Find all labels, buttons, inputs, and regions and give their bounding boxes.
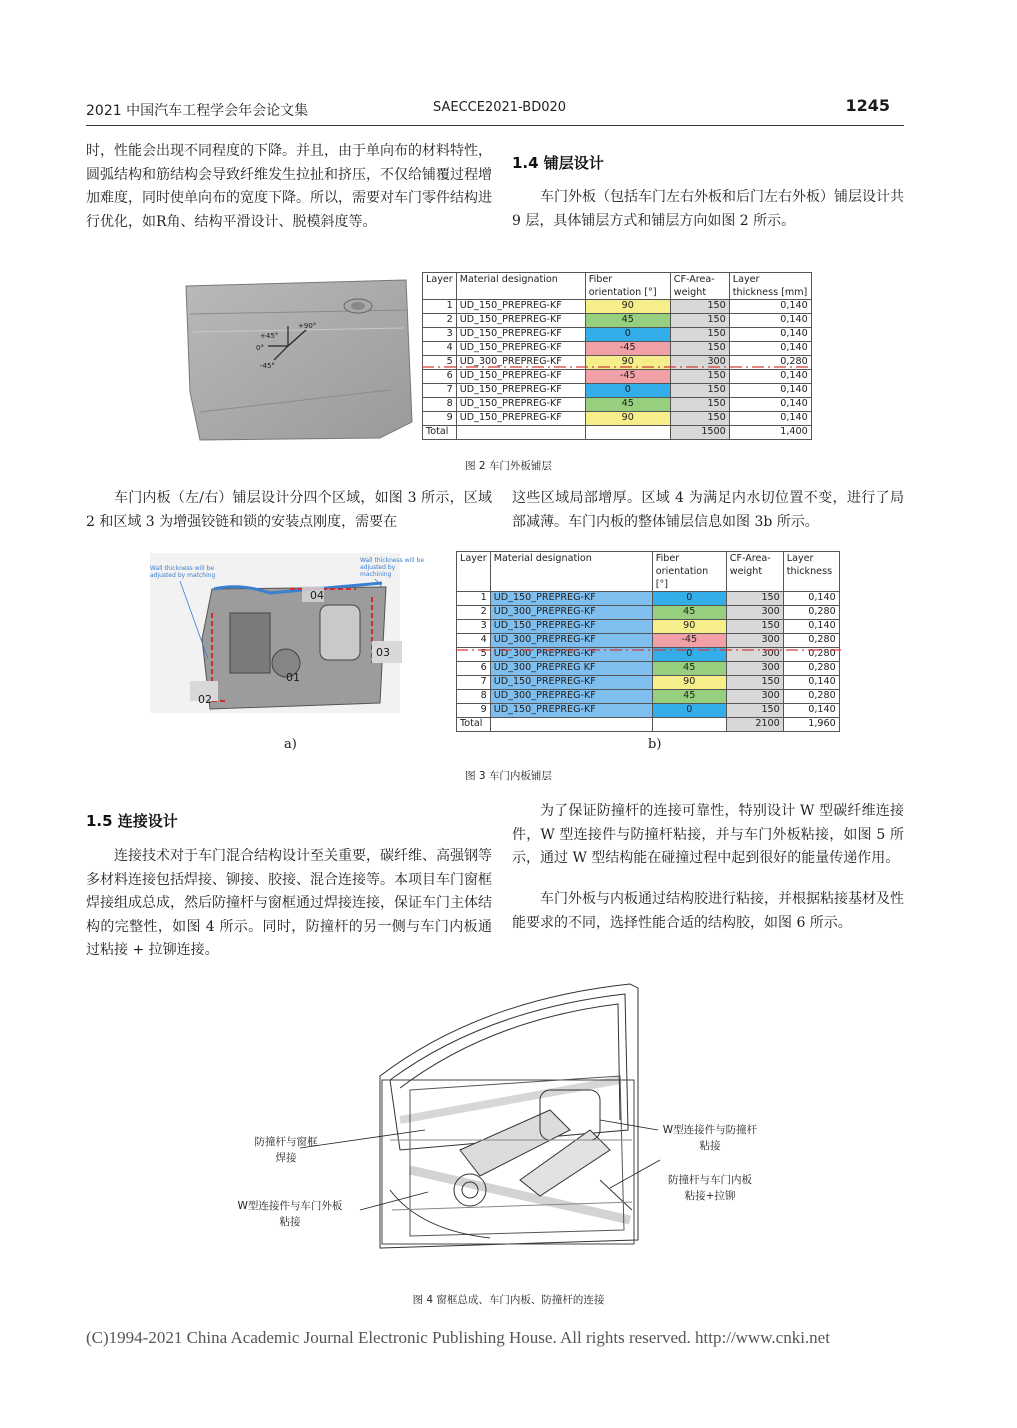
door-assembly-drawing <box>237 980 780 1276</box>
material-cell: UD_150_PREPREG-KF <box>456 314 585 328</box>
fig4-label-inner-line1: 防撞杆与车门内板 <box>668 1174 752 1186</box>
col-thickness: Layer thickness [mm] <box>729 273 811 300</box>
region-label-02: 02 <box>198 693 212 706</box>
region-label-03: 03 <box>376 646 390 659</box>
weight-cell: 150 <box>726 676 783 690</box>
fig3-sub-a: a) <box>284 737 297 752</box>
layer-cell: 9 <box>457 704 491 718</box>
material-cell: UD_300_PREPREG-KF <box>490 690 652 704</box>
orientation-cell: 0 <box>652 648 726 662</box>
fig2-caption: 图 2 车门外板铺层 <box>465 460 552 472</box>
orientation-cell: -45 <box>585 370 670 384</box>
total-weight: 1500 <box>670 426 729 440</box>
thickness-cell: 0,280 <box>783 606 839 620</box>
thickness-cell: 0,140 <box>783 620 839 634</box>
table-row <box>423 314 812 328</box>
right-paragraph-1: 为了保证防撞杆的连接可靠性，特别设计 W 型碳纤维连接件，W 型连接件与防撞杆粘接，并与车门外板粘接，如图 5 所示，通过 W 型结构能在碰撞过程中起到很好的能量传递作用。 <box>512 803 904 866</box>
thickness-cell: 0,140 <box>783 704 839 718</box>
region-label-04: 04 <box>310 589 324 602</box>
thickness-cell: 0,140 <box>783 676 839 690</box>
weight-cell: 150 <box>670 300 729 314</box>
inner-panel-layup-table <box>456 551 840 732</box>
col-orientation: Fiber orientation [°] <box>585 273 670 300</box>
total-empty-material <box>456 426 585 440</box>
table-row <box>457 606 840 620</box>
wall-thickness-note-left: Wall thickness will be adjusted by matching <box>150 565 216 579</box>
section-1-4-title: 1.4 铺层设计 <box>512 154 604 172</box>
table-total-row <box>457 718 840 732</box>
layer-cell: 4 <box>423 342 457 356</box>
orientation-cell: 0 <box>652 704 726 718</box>
fig4-label-inner <box>650 1172 770 1204</box>
orientation-cell: 90 <box>652 620 726 634</box>
thickness-cell: 0,280 <box>729 356 811 370</box>
table-row <box>423 398 812 412</box>
table-row <box>457 634 840 648</box>
weight-cell: 150 <box>670 328 729 342</box>
material-cell: UD_150_PREPREG-KF <box>490 704 652 718</box>
layer-cell: 3 <box>423 328 457 342</box>
fig2-table-wrap <box>422 272 812 440</box>
table-row <box>457 662 840 676</box>
section-1-5-text: 连接技术对于车门混合结构设计至关重要，碳纤维、高强钢等多材料连接包括焊接、铆接、胶接、混合连接等。本项目车门窗框焊接组成总成，然后防撞杆与窗框通过焊接连接，保证车门主体结构的完整性，如图 4 所示。同时，防撞杆的另一侧与车门内板通过粘接 + 拉铆连接。 <box>86 848 492 958</box>
fig4-label-w-bar-line2: 粘接 <box>699 1140 721 1152</box>
thickness-cell: 0,280 <box>783 662 839 676</box>
col-material: Material designation <box>456 273 585 300</box>
weight-cell: 150 <box>726 620 783 634</box>
material-cell: UD_150_PREPREG-KF <box>456 342 585 356</box>
weight-cell: 300 <box>726 634 783 648</box>
weight-cell: 300 <box>726 690 783 704</box>
material-cell: UD_150_PREPREG-KF <box>456 412 585 426</box>
table-total-row <box>423 426 812 440</box>
left-top-paragraph: 时，性能会出现不同程度的下降。并且，由于单向布的材料特性，圆弧结构和筋结构会导致纤维发生拉扯和挤压，不仅给铺覆过程增加难度，同时使单向布的宽度下降。所以，需要对车门零件结构进行优化，如R角、结构平滑设计、脱模斜度等。 <box>86 143 492 230</box>
orientation-cell: -45 <box>585 342 670 356</box>
fig3-sub-b: b) <box>648 737 662 752</box>
orientation-cell: 90 <box>585 356 670 370</box>
fig4-label-w-outer-line1: W型连接件与车门外板 <box>237 1200 343 1212</box>
angle-label-plus45: +45° <box>260 332 279 340</box>
weight-cell: 300 <box>726 662 783 676</box>
layer-cell: 5 <box>423 356 457 370</box>
paper-code: SAECCE2021-BD020 <box>433 100 567 115</box>
material-cell: UD_150_PREPREG-KF <box>456 370 585 384</box>
table-row <box>423 342 812 356</box>
material-cell: UD_150_PREPREG-KF <box>456 384 585 398</box>
mid-plane-dash-line <box>422 365 812 369</box>
orientation-cell: 45 <box>585 314 670 328</box>
weight-cell: 150 <box>670 384 729 398</box>
material-cell: UD_150_PREPREG-KF <box>456 300 585 314</box>
material-cell: UD_150_PREPREG-KF <box>490 676 652 690</box>
orientation-cell: -45 <box>652 634 726 648</box>
fig4-label-w-bar <box>650 1122 770 1154</box>
outer-panel-layup-table <box>422 272 812 440</box>
fig3-caption: 图 3 车门内板铺层 <box>465 770 552 782</box>
orientation-cell: 90 <box>652 676 726 690</box>
weight-cell: 300 <box>726 648 783 662</box>
thickness-cell: 0,140 <box>729 328 811 342</box>
layer-cell: 1 <box>423 300 457 314</box>
total-empty-orientation <box>585 426 670 440</box>
fig4-label-w-outer-line2: 粘接 <box>279 1216 301 1228</box>
layer-cell: 4 <box>457 634 491 648</box>
material-cell: UD_300_PREPREG-KF <box>490 634 652 648</box>
thickness-cell: 0,140 <box>729 342 811 356</box>
weight-cell: 150 <box>670 314 729 328</box>
layer-cell: 9 <box>423 412 457 426</box>
layer-cell: 2 <box>423 314 457 328</box>
weight-cell: 150 <box>726 704 783 718</box>
material-cell: UD_300_PREPREG-KF <box>490 606 652 620</box>
col-thickness: Layer thickness <box>783 552 839 592</box>
material-cell: UD_150_PREPREG-KF <box>456 328 585 342</box>
layer-cell: 1 <box>457 592 491 606</box>
material-cell: UD_150_PREPREG-KF <box>456 398 585 412</box>
weight-cell: 150 <box>670 370 729 384</box>
table-row <box>423 384 812 398</box>
table-row <box>423 300 812 314</box>
layer-cell: 2 <box>457 606 491 620</box>
thickness-cell: 0,280 <box>783 690 839 704</box>
fig4-caption: 图 4 窗框总成、车门内板、防撞杆的连接 <box>412 1294 605 1306</box>
weight-cell: 150 <box>670 342 729 356</box>
angle-label-minus45: -45° <box>260 362 275 370</box>
thickness-cell: 0,140 <box>729 398 811 412</box>
layer-cell: 8 <box>423 398 457 412</box>
total-label: Total <box>457 718 491 732</box>
angle-label-plus90: +90° <box>298 322 317 330</box>
page-number: 1245 <box>845 96 890 115</box>
col-material: Material designation <box>490 552 652 592</box>
table-row <box>457 676 840 690</box>
orientation-cell: 90 <box>585 412 670 426</box>
right-paragraph-2: 车门外板与内板通过结构胶进行粘接，并根据粘接基材及性能要求的不同，选择性能合适的结构胶，如图 6 所示。 <box>512 891 904 931</box>
col-layer: Layer <box>423 273 457 300</box>
material-cell: UD_300_PREPREG-KF <box>456 356 585 370</box>
thickness-cell: 0,140 <box>729 384 811 398</box>
total-thickness: 1,960 <box>783 718 839 732</box>
section-1-4-text: 车门外板（包括车门左右外板和后门左右外板）铺层设计共 9 层，具体铺层方式和铺层方向如图 2 所示。 <box>512 189 904 229</box>
thickness-cell: 0,140 <box>729 314 811 328</box>
table-row <box>457 704 840 718</box>
total-empty-material <box>490 718 652 732</box>
orientation-cell: 0 <box>585 328 670 342</box>
thickness-cell: 0,140 <box>729 370 811 384</box>
material-cell: UD_300_PREPREG KF <box>490 662 652 676</box>
layer-cell: 6 <box>457 662 491 676</box>
table-row <box>457 690 840 704</box>
col-weight: CF-Area-weight <box>670 273 729 300</box>
fig4-label-w-bar-line1: W型连接件与防撞杆 <box>662 1124 758 1136</box>
orientation-cell: 0 <box>652 592 726 606</box>
total-label: Total <box>423 426 457 440</box>
layer-cell: 6 <box>423 370 457 384</box>
door-inner-panel-image <box>150 553 425 713</box>
layer-cell: 7 <box>457 676 491 690</box>
total-empty-orientation <box>652 718 726 732</box>
table-header-row <box>423 273 812 300</box>
layer-cell: 5 <box>457 648 491 662</box>
orientation-cell: 0 <box>585 384 670 398</box>
table-row <box>457 620 840 634</box>
thickness-cell: 0,280 <box>783 634 839 648</box>
table-row <box>423 412 812 426</box>
door-outer-panel-image <box>180 272 416 444</box>
weight-cell: 300 <box>726 606 783 620</box>
thickness-cell: 0,140 <box>729 412 811 426</box>
mid-paragraph-right: 这些区域局部增厚。区域 4 为满足内水切位置不变，进行了局部减薄。车门内板的整体铺层信息如图 3b 所示。 <box>512 490 904 530</box>
angle-label-0: 0° <box>256 344 264 352</box>
total-thickness: 1,400 <box>729 426 811 440</box>
section-1-5-title: 1.5 连接设计 <box>86 812 178 830</box>
wall-thickness-note-right: Wall thickness will be adjusted by machining <box>360 557 425 578</box>
orientation-cell: 90 <box>585 300 670 314</box>
table-row <box>423 370 812 384</box>
journal-title: 2021 中国汽车工程学会年会论文集 <box>86 103 309 119</box>
layer-cell: 8 <box>457 690 491 704</box>
table-row <box>423 328 812 342</box>
mid-plane-dash-line <box>456 648 841 652</box>
thickness-cell: 0,140 <box>729 300 811 314</box>
page-header <box>86 92 904 126</box>
layer-cell: 7 <box>423 384 457 398</box>
orientation-cell: 45 <box>652 606 726 620</box>
fig3-table-wrap <box>456 551 840 732</box>
fig4-label-weld <box>244 1134 328 1166</box>
total-weight: 2100 <box>726 718 783 732</box>
mid-paragraph-left: 车门内板（左/右）铺层设计分四个区域，如图 3 所示，区域 2 和区域 3 为增强铰链和锁的安装点刚度，需要在 <box>86 490 492 530</box>
weight-cell: 150 <box>670 398 729 412</box>
col-weight: CF-Area-weight <box>726 552 783 592</box>
material-cell: UD_300_PREPREG-KF <box>490 648 652 662</box>
layer-cell: 3 <box>457 620 491 634</box>
copyright-footer: (C)1994-2021 China Academic Journal Electronic Publishing House. All rights reserved. http://www.cnki.net <box>86 1328 830 1347</box>
fig4-label-inner-line2: 粘接+拉铆 <box>684 1190 736 1202</box>
thickness-cell: 0,140 <box>783 592 839 606</box>
orientation-cell: 45 <box>585 398 670 412</box>
material-cell: UD_150_PREPREG-KF <box>490 620 652 634</box>
thickness-cell: 0,280 <box>783 648 839 662</box>
orientation-cell: 45 <box>652 662 726 676</box>
fig4-label-w-outer <box>220 1198 360 1230</box>
weight-cell: 150 <box>726 592 783 606</box>
orientation-cell: 45 <box>652 690 726 704</box>
table-row <box>457 592 840 606</box>
fig4-label-weld-line1: 防撞杆与窗框 <box>254 1136 318 1148</box>
material-cell: UD_150_PREPREG-KF <box>490 592 652 606</box>
col-layer: Layer <box>457 552 491 592</box>
region-label-01: 01 <box>286 671 300 684</box>
weight-cell: 150 <box>670 412 729 426</box>
weight-cell: 300 <box>670 356 729 370</box>
table-header-row <box>457 552 840 592</box>
col-orientation: Fiber orientation [°] <box>652 552 726 592</box>
fig4-label-weld-line2: 焊接 <box>275 1152 297 1164</box>
